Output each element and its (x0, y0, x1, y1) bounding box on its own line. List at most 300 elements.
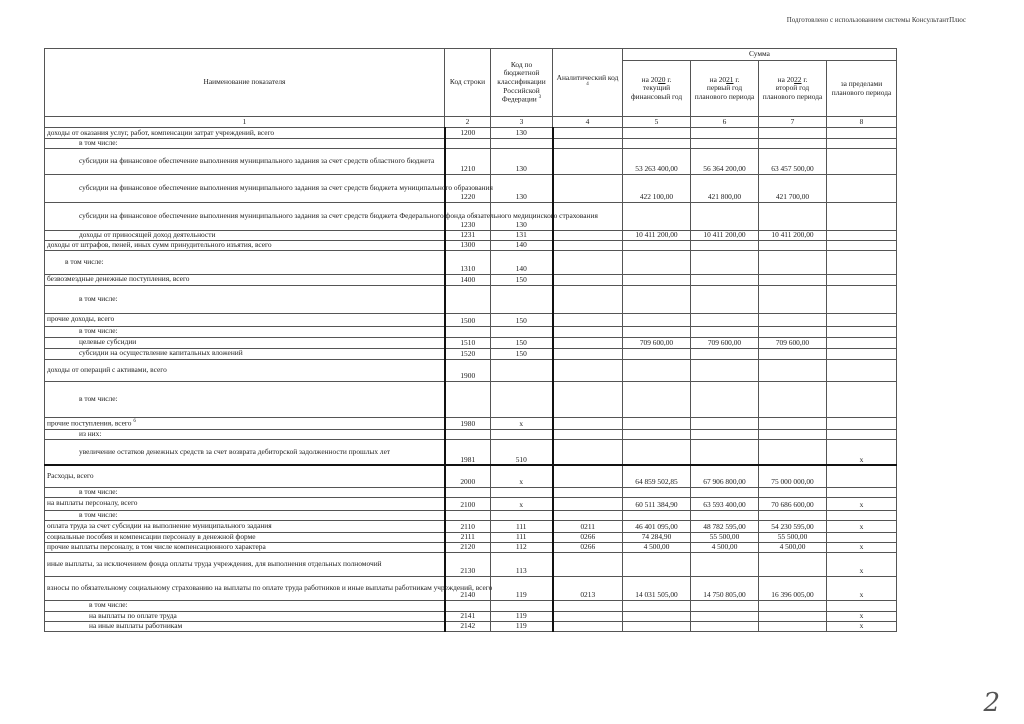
row-sum-year1 (623, 285, 691, 313)
row-sum-year1 (623, 621, 691, 631)
row-sum-year1: 10 411 200,00 (623, 230, 691, 240)
table-row (45, 576, 897, 600)
table-row (45, 439, 897, 465)
row-kbk (491, 429, 553, 439)
row-sum-year2 (691, 487, 759, 497)
table-row (45, 621, 897, 631)
row-analytic (553, 429, 623, 439)
row-sum-year2: 10 411 200,00 (691, 230, 759, 240)
row-code: 1400 (445, 274, 491, 285)
table-row (45, 313, 897, 326)
row-code: 1981 (445, 439, 491, 465)
row-name: в том числе: (45, 487, 445, 497)
row-code: 1220 (445, 174, 491, 202)
row-kbk: 130 (491, 148, 553, 174)
row-sum-year2: 4 500,00 (691, 542, 759, 552)
row-sum-year3 (759, 621, 827, 631)
row-name: в том числе: (45, 510, 445, 520)
row-sum-beyond (827, 128, 897, 139)
table-row (45, 542, 897, 552)
col-header-kbk: Код по бюджетной классификации Российской Федерации $^3$ (491, 49, 553, 117)
row-sum-year2 (691, 510, 759, 520)
row-code: 2142 (445, 621, 491, 631)
row-sum-year2 (691, 611, 759, 621)
row-code: 1230 (445, 202, 491, 230)
row-sum-beyond (827, 250, 897, 274)
row-sum-year3 (759, 417, 827, 429)
row-analytic (553, 326, 623, 337)
row-sum-year1: 709 600,00 (623, 337, 691, 348)
row-sum-year3: 63 457 500,00 (759, 148, 827, 174)
col-header-code: Код строки (445, 49, 491, 117)
row-code (445, 326, 491, 337)
row-kbk (491, 600, 553, 611)
row-name: иные выплаты, за исключением фонда оплаты труда учреждения, для выполнения отдельных полномочий (45, 552, 445, 576)
row-code (445, 487, 491, 497)
page-number: 2 (983, 688, 1000, 718)
row-name: в том числе: (45, 600, 445, 611)
table-row (45, 552, 897, 576)
row-analytic (553, 465, 623, 487)
row-sum-year1 (623, 202, 691, 230)
row-sum-year3 (759, 487, 827, 497)
row-analytic (553, 552, 623, 576)
row-name: субсидии на финансовое обеспечение выполнения муниципального задания за счет средств бюджета муниципального образования (45, 174, 445, 202)
row-code: 1520 (445, 348, 491, 359)
row-sum-year1 (623, 611, 691, 621)
row-name: на иные выплаты работникам (45, 621, 445, 631)
row-name: доходы от приносящей доход деятельности (45, 230, 445, 240)
col-number: 1 (45, 117, 445, 128)
row-sum-beyond (827, 230, 897, 240)
table-row (45, 600, 897, 611)
row-kbk: 119 (491, 621, 553, 631)
row-sum-year1: 74 284,90 (623, 532, 691, 542)
row-sum-year3 (759, 359, 827, 381)
row-sum-year1 (623, 552, 691, 576)
row-code: 2000 (445, 465, 491, 487)
row-sum-beyond: x (827, 576, 897, 600)
row-sum-year2 (691, 240, 759, 250)
row-kbk: 130 (491, 202, 553, 230)
row-code: 1300 (445, 240, 491, 250)
row-name: прочие поступления, всего $^6$ (45, 417, 445, 429)
row-sum-beyond (827, 532, 897, 542)
row-sum-beyond: x (827, 497, 897, 510)
row-name: прочие доходы, всего (45, 313, 445, 326)
row-sum-year1 (623, 439, 691, 465)
row-sum-beyond (827, 139, 897, 149)
row-sum-beyond: x (827, 621, 897, 631)
row-name: взносы по обязательному социальному страхованию на выплаты по оплате труда работников и иные выплаты работникам учреждений, всего (45, 576, 445, 600)
row-sum-beyond (827, 600, 897, 611)
row-analytic (553, 128, 623, 139)
row-sum-year1: 46 401 095,00 (623, 520, 691, 532)
row-kbk: 111 (491, 532, 553, 542)
row-name: безвозмездные денежные поступления, всего (45, 274, 445, 285)
row-analytic: 0266 (553, 532, 623, 542)
row-sum-year3: 4 500,00 (759, 542, 827, 552)
row-name: из них: (45, 429, 445, 439)
row-sum-year2 (691, 313, 759, 326)
row-analytic (553, 230, 623, 240)
row-sum-year3: 54 230 595,00 (759, 520, 827, 532)
row-sum-year3 (759, 600, 827, 611)
row-sum-year2 (691, 274, 759, 285)
row-analytic (553, 611, 623, 621)
row-sum-year1 (623, 326, 691, 337)
row-analytic (553, 174, 623, 202)
row-sum-year2 (691, 359, 759, 381)
row-code (445, 381, 491, 417)
row-sum-year1: 14 031 505,00 (623, 576, 691, 600)
row-sum-year2 (691, 429, 759, 439)
row-sum-beyond (827, 326, 897, 337)
row-code: 2111 (445, 532, 491, 542)
row-kbk: 113 (491, 552, 553, 576)
row-sum-beyond (827, 240, 897, 250)
row-sum-year1 (623, 274, 691, 285)
table-row (45, 381, 897, 417)
table-row (45, 429, 897, 439)
row-kbk: 131 (491, 230, 553, 240)
row-analytic: 0266 (553, 542, 623, 552)
row-name: доходы от штрафов, пеней, иных сумм принудительного изъятия, всего (45, 240, 445, 250)
row-code: 1200 (445, 128, 491, 139)
col-header-beyond: за пределами планового периода (827, 61, 897, 117)
table-row (45, 230, 897, 240)
row-kbk: 111 (491, 520, 553, 532)
row-kbk: 119 (491, 576, 553, 600)
row-sum-year3 (759, 326, 827, 337)
row-code (445, 600, 491, 611)
row-sum-beyond (827, 313, 897, 326)
row-kbk: 112 (491, 542, 553, 552)
row-code: 2100 (445, 497, 491, 510)
row-name: доходы от операций с активами, всего (45, 359, 445, 381)
row-kbk (491, 139, 553, 149)
row-code: 2130 (445, 552, 491, 576)
row-code: 1980 (445, 417, 491, 429)
row-sum-year3: 421 700,00 (759, 174, 827, 202)
row-name: субсидии на осуществление капитальных вложений (45, 348, 445, 359)
row-kbk (491, 359, 553, 381)
row-sum-year2 (691, 139, 759, 149)
table-row (45, 285, 897, 313)
row-sum-year2: 63 593 400,00 (691, 497, 759, 510)
row-kbk (491, 487, 553, 497)
row-sum-beyond (827, 465, 897, 487)
row-name: субсидии на финансовое обеспечение выполнения муниципального задания за счет средств областного бюджета (45, 148, 445, 174)
row-name: в том числе: (45, 381, 445, 417)
col-header-year1: на 2020 г. текущий финансовый год (623, 61, 691, 117)
row-sum-year2: 56 364 200,00 (691, 148, 759, 174)
col-header-year2: на 2021 г. первый год планового периода (691, 61, 759, 117)
row-sum-beyond (827, 359, 897, 381)
row-sum-year1 (623, 359, 691, 381)
row-sum-year3 (759, 274, 827, 285)
row-analytic (553, 600, 623, 611)
row-code: 1210 (445, 148, 491, 174)
row-kbk (491, 285, 553, 313)
row-sum-year1: 422 100,00 (623, 174, 691, 202)
row-sum-year1: 53 263 400,00 (623, 148, 691, 174)
row-analytic (553, 274, 623, 285)
table-row (45, 139, 897, 149)
row-name: целевые субсидии (45, 337, 445, 348)
row-analytic (553, 285, 623, 313)
row-sum-year3: 70 686 600,00 (759, 497, 827, 510)
row-analytic (553, 417, 623, 429)
row-sum-year2: 48 782 595,00 (691, 520, 759, 532)
row-kbk: 140 (491, 240, 553, 250)
row-sum-year2: 55 500,00 (691, 532, 759, 542)
row-sum-year3 (759, 250, 827, 274)
row-kbk: 130 (491, 174, 553, 202)
row-name: в том числе: (45, 285, 445, 313)
table-row (45, 497, 897, 510)
table-row (45, 326, 897, 337)
row-code: 1231 (445, 230, 491, 240)
table-body (45, 128, 897, 632)
row-sum-year2: 421 800,00 (691, 174, 759, 202)
row-sum-year2 (691, 326, 759, 337)
row-code: 1510 (445, 337, 491, 348)
row-name: на выплаты персоналу, всего (45, 497, 445, 510)
row-sum-year1 (623, 417, 691, 429)
row-sum-year1 (623, 381, 691, 417)
row-sum-year3 (759, 202, 827, 230)
row-sum-beyond: x (827, 520, 897, 532)
row-kbk (491, 510, 553, 520)
row-sum-year1 (623, 128, 691, 139)
row-sum-year1 (623, 250, 691, 274)
row-name: на выплаты по оплате труда (45, 611, 445, 621)
row-sum-beyond (827, 274, 897, 285)
row-sum-year3 (759, 313, 827, 326)
row-sum-beyond (827, 417, 897, 429)
row-analytic (553, 240, 623, 250)
row-analytic (553, 439, 623, 465)
row-sum-year1 (623, 429, 691, 439)
row-name: увеличение остатков денежных средств за счет возврата дебиторской задолженности прошлых лет (45, 439, 445, 465)
table-row (45, 359, 897, 381)
row-kbk: 510 (491, 439, 553, 465)
row-sum-year2 (691, 128, 759, 139)
row-kbk: 119 (491, 611, 553, 621)
row-analytic (553, 621, 623, 631)
row-sum-year2 (691, 621, 759, 631)
row-analytic (553, 487, 623, 497)
column-number-row (45, 117, 897, 128)
row-sum-year2 (691, 348, 759, 359)
row-sum-beyond (827, 285, 897, 313)
row-sum-beyond: x (827, 611, 897, 621)
table-row (45, 202, 897, 230)
row-sum-year2 (691, 439, 759, 465)
row-sum-year3: 709 600,00 (759, 337, 827, 348)
col-number: 4 (553, 117, 623, 128)
row-sum-year2 (691, 250, 759, 274)
row-sum-year1 (623, 139, 691, 149)
row-kbk: 150 (491, 337, 553, 348)
row-analytic (553, 497, 623, 510)
col-number: 3 (491, 117, 553, 128)
row-analytic (553, 337, 623, 348)
row-code (445, 285, 491, 313)
row-sum-year1 (623, 600, 691, 611)
row-code (445, 510, 491, 520)
table-row (45, 611, 897, 621)
row-name: в том числе: (45, 250, 445, 274)
col-header-name: Наименование показателя (45, 49, 445, 117)
table-row (45, 148, 897, 174)
table-row (45, 337, 897, 348)
row-analytic: 0211 (553, 520, 623, 532)
row-sum-year3: 10 411 200,00 (759, 230, 827, 240)
row-sum-beyond: x (827, 552, 897, 576)
row-kbk: 140 (491, 250, 553, 274)
row-sum-year3: 75 000 000,00 (759, 465, 827, 487)
table-row (45, 520, 897, 532)
row-sum-year1 (623, 348, 691, 359)
col-number: 5 (623, 117, 691, 128)
row-sum-year1: 64 859 502,85 (623, 465, 691, 487)
row-sum-year2: 709 600,00 (691, 337, 759, 348)
row-name: в том числе: (45, 139, 445, 149)
row-analytic (553, 348, 623, 359)
row-sum-year3 (759, 429, 827, 439)
row-analytic: 0213 (553, 576, 623, 600)
table-row (45, 465, 897, 487)
row-sum-year3 (759, 285, 827, 313)
row-sum-year3: 55 500,00 (759, 532, 827, 542)
col-number: 7 (759, 117, 827, 128)
row-code: 2120 (445, 542, 491, 552)
row-sum-year1 (623, 487, 691, 497)
row-code: 1500 (445, 313, 491, 326)
row-name: социальные пособия и компенсации персоналу в денежной форме (45, 532, 445, 542)
row-kbk: 150 (491, 348, 553, 359)
row-kbk: x (491, 497, 553, 510)
row-code (445, 139, 491, 149)
row-sum-beyond (827, 487, 897, 497)
row-kbk: x (491, 465, 553, 487)
table-row (45, 240, 897, 250)
table-row (45, 487, 897, 497)
row-sum-year3: 16 396 005,00 (759, 576, 827, 600)
row-analytic (553, 313, 623, 326)
row-sum-year1 (623, 240, 691, 250)
row-sum-year1: 4 500,00 (623, 542, 691, 552)
row-analytic (553, 250, 623, 274)
row-name: прочие выплаты персоналу, в том числе компенсационного характера (45, 542, 445, 552)
row-name: субсидии на финансовое обеспечение выполнения муниципального задания за счет средств бюджета Федерального фонда обязательного медицинского страхования (45, 202, 445, 230)
row-sum-beyond (827, 337, 897, 348)
row-sum-year2 (691, 285, 759, 313)
row-sum-beyond (827, 348, 897, 359)
row-sum-year3 (759, 381, 827, 417)
row-sum-year2 (691, 552, 759, 576)
row-sum-year1: 60 511 384,90 (623, 497, 691, 510)
row-sum-beyond: x (827, 439, 897, 465)
row-sum-year2: 67 906 800,00 (691, 465, 759, 487)
row-sum-year3 (759, 128, 827, 139)
row-analytic (553, 139, 623, 149)
row-sum-beyond (827, 202, 897, 230)
col-number: 8 (827, 117, 897, 128)
row-sum-year3 (759, 439, 827, 465)
row-analytic (553, 359, 623, 381)
table-row (45, 417, 897, 429)
row-code: 2110 (445, 520, 491, 532)
row-analytic (553, 148, 623, 174)
col-header-sum: Сумма (623, 49, 897, 61)
row-sum-year3 (759, 240, 827, 250)
row-sum-beyond: x (827, 542, 897, 552)
row-name: оплата труда за счет субсидии на выполнение муниципального задания (45, 520, 445, 532)
row-name: в том числе: (45, 326, 445, 337)
consultant-plus-note: Подготовлено с использованием системы КонсультантПлюс (786, 16, 966, 24)
row-sum-beyond (827, 148, 897, 174)
col-header-year3: на 2022 г. второй год планового периода (759, 61, 827, 117)
row-kbk (491, 381, 553, 417)
row-sum-year2 (691, 417, 759, 429)
row-code: 1310 (445, 250, 491, 274)
row-code: 2141 (445, 611, 491, 621)
row-code: 1900 (445, 359, 491, 381)
col-number: 6 (691, 117, 759, 128)
row-sum-year2: 14 750 805,00 (691, 576, 759, 600)
row-sum-year1 (623, 510, 691, 520)
col-header-analytic: Аналитический код $^4$ (553, 49, 623, 117)
table-row (45, 274, 897, 285)
row-sum-year3 (759, 139, 827, 149)
row-name: доходы от оказания услуг, работ, компенсации затрат учреждений, всего (45, 128, 445, 139)
row-kbk: 150 (491, 274, 553, 285)
row-code (445, 429, 491, 439)
table-row (45, 348, 897, 359)
row-sum-year2 (691, 381, 759, 417)
row-sum-beyond (827, 510, 897, 520)
row-kbk: x (491, 417, 553, 429)
row-sum-beyond (827, 429, 897, 439)
row-sum-beyond (827, 381, 897, 417)
table-row (45, 174, 897, 202)
row-sum-year2 (691, 202, 759, 230)
row-analytic (553, 381, 623, 417)
row-kbk: 130 (491, 128, 553, 139)
financial-plan-table (44, 48, 897, 632)
row-sum-year3 (759, 510, 827, 520)
table-row (45, 128, 897, 139)
row-analytic (553, 510, 623, 520)
row-sum-year3 (759, 348, 827, 359)
row-code: 2140 (445, 576, 491, 600)
row-name: Расходы, всего (45, 465, 445, 487)
col-number: 2 (445, 117, 491, 128)
row-sum-year3 (759, 611, 827, 621)
row-sum-year2 (691, 600, 759, 611)
row-kbk: 150 (491, 313, 553, 326)
row-sum-beyond (827, 174, 897, 202)
table-row (45, 250, 897, 274)
table-row (45, 532, 897, 542)
row-sum-year1 (623, 313, 691, 326)
row-kbk (491, 326, 553, 337)
table-row (45, 510, 897, 520)
row-sum-year3 (759, 552, 827, 576)
